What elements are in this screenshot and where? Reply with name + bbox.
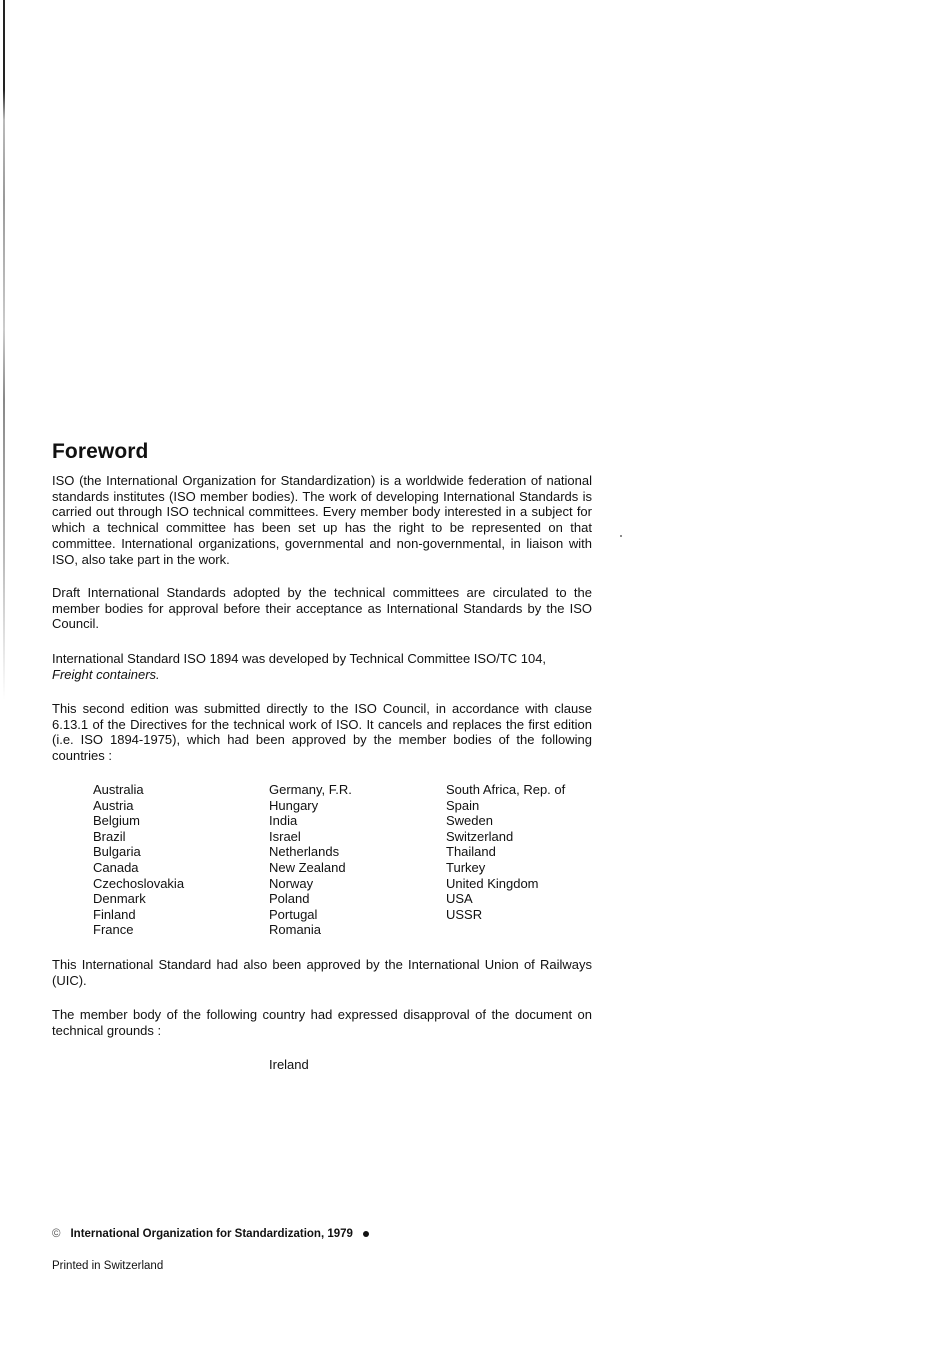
country-item: Israel [269, 828, 301, 844]
country-item: Spain [446, 797, 480, 813]
country-item: Switzerland [446, 828, 514, 844]
foreword-paragraph-disapproval: The member body of the following country had expressed disapproval of the document on technical grounds : [52, 1007, 592, 1038]
country-item: Czechoslovakia [93, 875, 185, 891]
country-item: Belgium [93, 813, 140, 829]
foreword-paragraph-uic: This International Standard had also been approved by the International Union of Railways (UIC). [52, 957, 592, 988]
countries-column-3 [446, 782, 565, 922]
country-item: United Kingdom [446, 875, 539, 891]
foreword-paragraph-drafts: Draft International Standards adopted by the technical committees are circulated to the member bodies for approval before their acceptance as International Standards by the ISO Council. [52, 585, 592, 632]
country-item: Thailand [446, 844, 496, 860]
countries-column-2 [269, 782, 352, 938]
scan-edge-artifact [3, 0, 5, 700]
bullet-icon [363, 1231, 369, 1237]
country-item: France [93, 922, 134, 938]
country-item: Romania [269, 922, 322, 938]
foreword-paragraph-iso: ISO (the International Organization for Standardization) is a worldwide federation of national standards institutes (ISO member bodies). The work of developing International Standards is carried out through ISO technical committees. Every member body interested in a subject for which a technical committee has been set up has the right to be represented on that committee. International organizations, governmental and non-governmental, in liaison with ISO, also take part in the work. [52, 473, 592, 567]
country-item: Australia [93, 782, 144, 797]
country-item: Portugal [269, 906, 318, 922]
foreword-paragraph-edition: This second edition was submitted directly to the ISO Council, in accordance with clause 6.13.1 of the Directives for the technical work of ISO. It cancels and replaces the first edition (i.e. ISO 1894-1975), which had been approved by the member bodies of the following countries : [52, 701, 592, 764]
committee-text: International Standard ISO 1894 was developed by Technical Committee ISO/TC 104, [52, 651, 547, 666]
country-item: South Africa, Rep. of [446, 782, 566, 797]
country-item: Norway [269, 875, 314, 891]
foreword-paragraph-committee [52, 651, 592, 682]
country-item: Germany, F.R. [269, 782, 352, 797]
country-item: Bulgaria [93, 844, 141, 860]
country-item: Netherlands [269, 844, 340, 860]
printed-in: Printed in Switzerland [52, 1260, 164, 1272]
country-item: Finland [93, 906, 136, 922]
country-item: India [269, 813, 298, 829]
country-item: Turkey [446, 859, 486, 875]
country-item: Brazil [93, 828, 126, 844]
countries-column-1 [93, 782, 184, 938]
country-item: New Zealand [269, 859, 346, 875]
country-item: Canada [93, 859, 139, 875]
page-title: Foreword [52, 440, 149, 463]
copyright-line [52, 1228, 369, 1240]
country-item: Poland [269, 891, 310, 907]
country-item: Hungary [269, 797, 319, 813]
scan-speck [620, 535, 622, 537]
copyright-text: International Organization for Standardization, 1979 [70, 1228, 353, 1240]
copyright-icon: © [52, 1228, 61, 1240]
dissenting-country: Ireland [269, 1057, 309, 1072]
country-item: Sweden [446, 813, 493, 829]
committee-name: Freight containers. [52, 666, 160, 682]
country-item: Austria [93, 797, 134, 813]
country-item: USSR [446, 906, 483, 922]
country-item: USA [446, 891, 473, 907]
country-item: Denmark [93, 891, 146, 907]
